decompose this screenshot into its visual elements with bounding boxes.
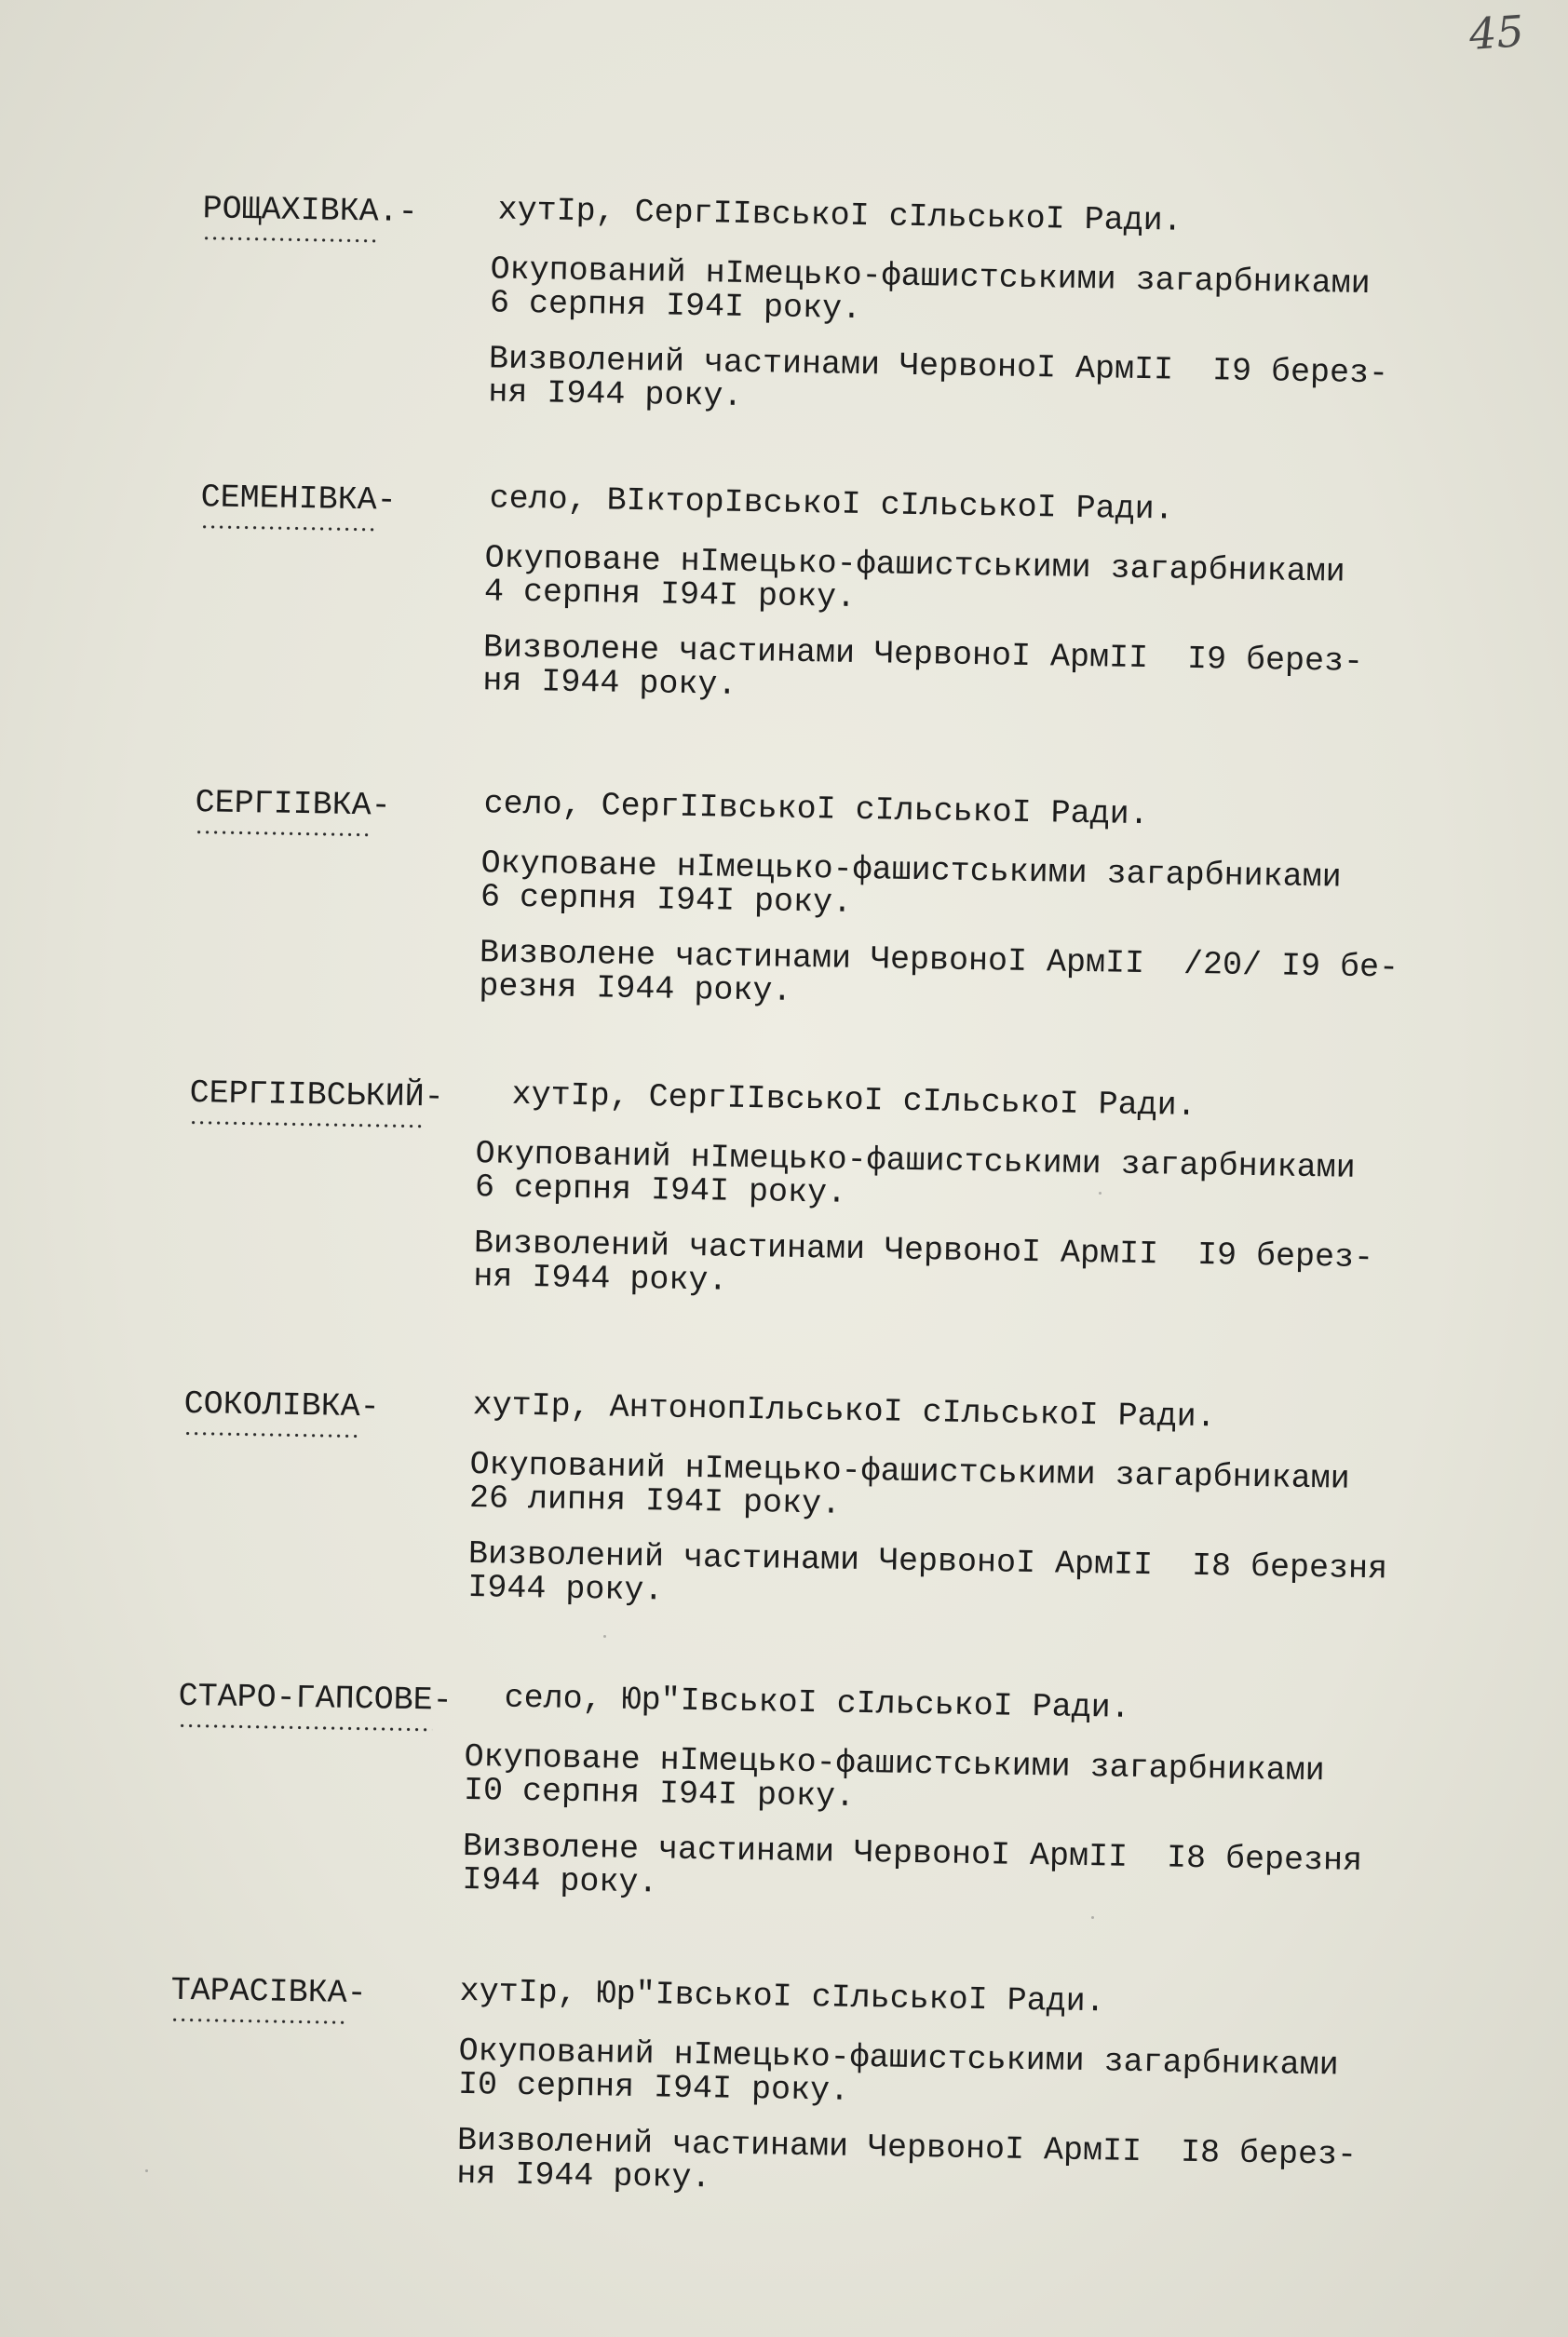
occupation-text: Окупований нІмецько-фашистськими загарбниками 26 липня І94І року. <box>468 1446 1350 1523</box>
settlement-name: СТАРО-ГАПСОВЕ <box>178 1677 433 1720</box>
occupation-text: Окупований нІмецько-фашистськими загарбниками 6 серпня І94І року. <box>474 1135 1356 1212</box>
settlement-description: хутІр, Юр"ІвськоІ сІльськоІ Ради. <box>459 1972 1106 2021</box>
occupation-text: Окуповане нІмецько-фашистськими загарбниками 4 серпня І94І року. <box>483 539 1345 616</box>
paper-speck <box>1099 1192 1102 1195</box>
settlement-description: хутІр, АнтонопІльськоІ сІльськоІ Ради. <box>472 1386 1217 1437</box>
settlement-description: хутІр, СергІІвськоІ сІльськоІ Ради. <box>497 191 1183 240</box>
liberation-text: Визволене частинами ЧервоноІ АрмІІ І8 березня І944 року. <box>462 1827 1363 1902</box>
settlement-description: село, Юр"ІвськоІ сІльськоІ Ради. <box>504 1679 1131 1727</box>
settlement-description: село, СергІІвськоІ сІльськоІ Ради. <box>483 785 1150 834</box>
dash-separator: - <box>432 1682 453 1720</box>
entry-heading <box>183 1384 380 1427</box>
paper-speck <box>603 1635 606 1638</box>
liberation-text: Визволений частинами ЧервоноІ АрмІІ І8 берез- ня І944 року. <box>456 2121 1358 2197</box>
page-number: 45 <box>1467 6 1526 60</box>
liberation-text: Визволений частинами ЧервоноІ АрмІІ І8 березня І944 року. <box>467 1535 1388 1610</box>
dash-separator: - <box>346 1974 367 2013</box>
settlement-entry <box>0 1381 1568 1610</box>
dash-separator: - <box>376 481 397 520</box>
liberation-text: Визволене частинами ЧервоноІ АрмІІ /20/ І9 бе- резня І944 року. <box>479 934 1399 1010</box>
settlement-entry <box>0 1070 1568 1300</box>
settlement-name: СОКОЛІВКА <box>183 1385 360 1426</box>
entry-heading <box>195 782 391 826</box>
settlement-entry <box>0 1967 1568 2197</box>
settlement-name: СЕМЕНІВКА <box>200 479 377 520</box>
occupation-text: Окупований нІмецько-фашистськими загарбниками І0 серпня І94І року. <box>457 2032 1339 2110</box>
entry-heading <box>202 188 418 233</box>
occupation-text: Окуповане нІмецько-фашистськими загарбниками 6 серпня І94І року. <box>480 844 1342 922</box>
paper-speck <box>1091 1916 1094 1919</box>
dash-separator: - <box>359 1388 380 1426</box>
dash-separator: .- <box>378 193 418 232</box>
settlement-name: РОЩАХІВКА <box>202 190 379 231</box>
settlement-name: ТАРАСІВКА <box>170 1971 347 2012</box>
settlement-description: хутІр, СергІІвськоІ сІльськоІ Ради. <box>511 1075 1197 1125</box>
settlement-entry <box>0 1673 1568 1902</box>
settlement-entry <box>0 474 1568 704</box>
liberation-text: Визволений частинами ЧервоноІ АрмІІ І9 берез- ня І944 року. <box>488 340 1389 415</box>
entry-heading <box>170 1970 367 2014</box>
dash-separator: - <box>371 787 391 825</box>
settlement-entry <box>0 185 1568 415</box>
paper-speck <box>145 2169 148 2172</box>
occupation-text: Окуповане нІмецько-фашистськими загарбниками І0 серпня І94І року. <box>463 1737 1325 1816</box>
settlement-name: СЕРГІІВСЬКИЙ <box>189 1074 425 1116</box>
dash-separator: - <box>424 1078 444 1116</box>
entry-heading <box>200 477 397 520</box>
entry-heading <box>178 1676 453 1722</box>
liberation-text: Визволене частинами ЧервоноІ АрмІІ І9 берез- ня І944 року. <box>482 628 1364 704</box>
settlement-description: село, ВІкторІвськоІ сІльськоІ Ради. <box>489 480 1175 529</box>
settlement-name: СЕРГІІВКА <box>195 784 372 825</box>
occupation-text: Окупований нІмецько-фашистськими загарбниками 6 серпня І94І року. <box>489 250 1371 329</box>
liberation-text: Визволений частинами ЧервоноІ АрмІІ І9 берез- ня І944 року. <box>473 1224 1374 1300</box>
entry-heading <box>189 1073 444 1118</box>
settlement-entry <box>0 779 1568 1010</box>
